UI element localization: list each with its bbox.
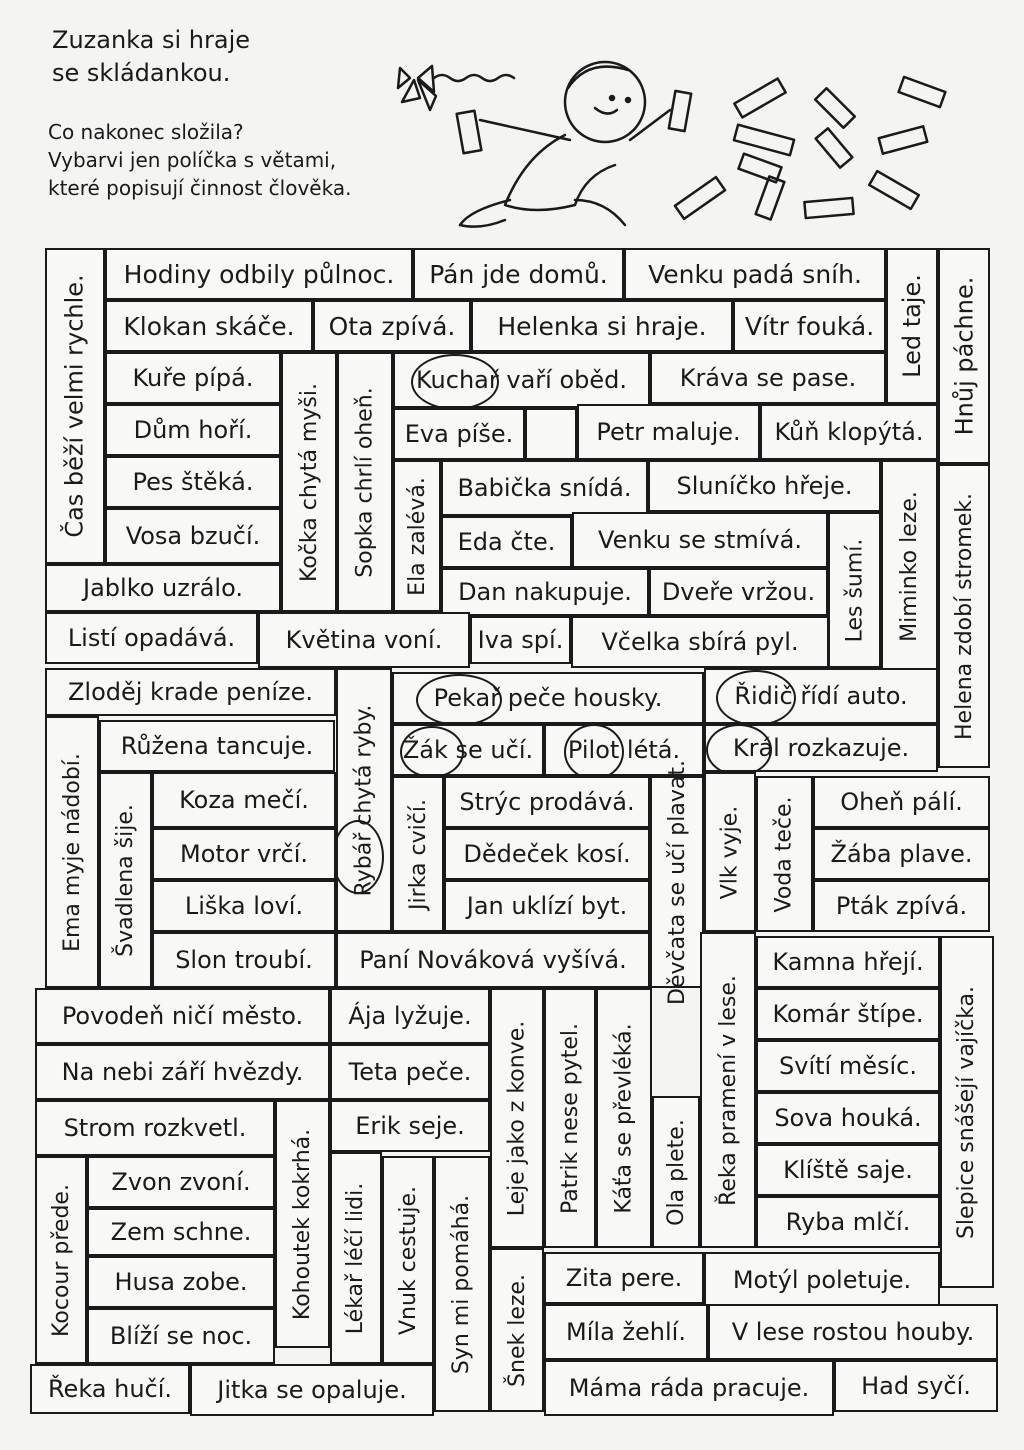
- puzzle-cell[interactable]: [756, 936, 940, 988]
- puzzle-cell-text: Oheň pálí.: [840, 788, 963, 816]
- puzzle-cell[interactable]: [313, 300, 471, 352]
- puzzle-cell[interactable]: [45, 564, 281, 612]
- puzzle-cell[interactable]: [649, 568, 828, 616]
- puzzle-cell[interactable]: [45, 248, 105, 564]
- puzzle-cell[interactable]: [99, 720, 335, 772]
- puzzle-cell[interactable]: [938, 464, 990, 768]
- hand-drawn-circle-icon: [706, 724, 772, 776]
- puzzle-cell-text: Kráva se pase.: [679, 364, 857, 392]
- puzzle-cell-text: Teta peče.: [348, 1058, 472, 1086]
- puzzle-cell-text: Jablko uzrálo.: [83, 574, 243, 602]
- puzzle-cell[interactable]: [648, 460, 881, 512]
- puzzle-cell-text: Kocour přede.: [48, 1183, 74, 1337]
- puzzle-cell-text: Hnůj páchne.: [950, 276, 978, 436]
- puzzle-cell[interactable]: [652, 1096, 700, 1248]
- puzzle-cell[interactable]: [828, 512, 881, 668]
- puzzle-cell-text: Kuře pípá.: [132, 364, 254, 392]
- puzzle-cell[interactable]: [336, 932, 650, 988]
- hand-drawn-circle-icon: [411, 354, 499, 410]
- puzzle-cell[interactable]: [813, 776, 990, 828]
- puzzle-cell[interactable]: [275, 1100, 330, 1348]
- puzzle-cell-text: Motor vrčí.: [179, 840, 308, 868]
- puzzle-cell[interactable]: [444, 776, 650, 828]
- puzzle-cell-text: Kůň klopýtá.: [774, 418, 924, 446]
- puzzle-cell-text: Povodeň ničí město.: [61, 1002, 304, 1030]
- puzzle-cell-text: Král rozkazuje.: [732, 734, 910, 762]
- puzzle-cell-text: Dveře vržou.: [661, 578, 816, 606]
- puzzle-cell-text: Leje jako z konve.: [504, 1020, 530, 1216]
- puzzle-cell[interactable]: [704, 1252, 940, 1308]
- puzzle-cell-text: Kamna hřejí.: [772, 948, 924, 976]
- title-line-2: se skládankou.: [52, 59, 231, 87]
- puzzle-cell-text: Děvčata se učí plavat.: [664, 759, 690, 1005]
- puzzle-cell[interactable]: [577, 404, 760, 460]
- puzzle-cell[interactable]: [471, 300, 733, 352]
- puzzle-cell-text: Zem schne.: [110, 1218, 252, 1246]
- title-line-1: Zuzanka si hraje: [52, 26, 250, 54]
- puzzle-cell[interactable]: [336, 668, 392, 932]
- puzzle-cell[interactable]: [87, 1156, 275, 1208]
- puzzle-cell[interactable]: [760, 404, 938, 460]
- puzzle-cell[interactable]: [881, 460, 938, 672]
- puzzle-cell-text: Jirka cvičí.: [405, 798, 431, 910]
- puzzle-cell-text: Máma ráda pracuje.: [568, 1374, 810, 1402]
- instruction-line-2: Vybarvi jen políčka s větami,: [48, 148, 337, 172]
- puzzle-cell-text: Pták zpívá.: [835, 892, 968, 920]
- puzzle-cell-text: Venku padá sníh.: [648, 259, 862, 289]
- puzzle-cell-text: Žába plave.: [830, 840, 973, 868]
- puzzle-cell-text: Voda teče.: [772, 795, 797, 913]
- puzzle-cell[interactable]: [441, 516, 572, 568]
- puzzle-cell-text: Šnek leze.: [504, 1273, 530, 1387]
- puzzle-cell-text: Vnuk cestuje.: [395, 1185, 421, 1335]
- puzzle-cell[interactable]: [756, 1040, 940, 1092]
- puzzle-cell[interactable]: [258, 612, 470, 668]
- puzzle-cell[interactable]: [572, 512, 828, 568]
- puzzle-cell[interactable]: [152, 828, 336, 880]
- puzzle-cell[interactable]: [756, 776, 813, 932]
- puzzle-cell-text: Lékař léčí lidi.: [343, 1182, 369, 1334]
- puzzle-cell[interactable]: [99, 772, 152, 988]
- puzzle-cell-text: Sluníčko hřeje.: [676, 472, 853, 500]
- puzzle-cell[interactable]: [940, 936, 994, 1288]
- puzzle-cell-text: Patrik nese pytel.: [557, 1022, 583, 1214]
- puzzle-cell-text: Ota zpívá.: [328, 311, 456, 341]
- puzzle-cell[interactable]: [35, 1100, 275, 1156]
- puzzle-cell[interactable]: [525, 408, 577, 460]
- puzzle-cell[interactable]: [650, 759, 704, 1005]
- puzzle-cell-text: Iva spí.: [477, 626, 564, 654]
- puzzle-cell-text: Káťa se převléká.: [611, 1022, 637, 1214]
- puzzle-cell[interactable]: [441, 568, 649, 616]
- puzzle-cell[interactable]: [330, 988, 490, 1044]
- puzzle-cell[interactable]: [105, 248, 413, 300]
- puzzle-cell-text: Paní Nováková vyšívá.: [359, 946, 627, 974]
- puzzle-cell-text: Kohoutek kokrhá.: [290, 1128, 316, 1320]
- puzzle-cell[interactable]: [105, 352, 281, 404]
- puzzle-cell-text: Vosa bzučí.: [125, 522, 261, 550]
- puzzle-cell[interactable]: [30, 1364, 190, 1414]
- puzzle-cell[interactable]: [330, 1044, 490, 1100]
- puzzle-cell-text: Liška loví.: [184, 892, 304, 920]
- puzzle-cell-text: Míla žehlí.: [566, 1318, 686, 1346]
- puzzle-cell[interactable]: [45, 716, 99, 988]
- puzzle-cell-text: Venku se stmívá.: [598, 526, 802, 554]
- puzzle-cell-text: Švadlena šije.: [113, 803, 138, 957]
- puzzle-cell[interactable]: [281, 352, 337, 612]
- puzzle-cell[interactable]: [330, 1100, 490, 1152]
- puzzle-cell[interactable]: [190, 1364, 434, 1416]
- puzzle-cell-text: V lese rostou houby.: [731, 1318, 975, 1346]
- puzzle-cell-text: Kuchař vaří oběd.: [416, 366, 627, 394]
- puzzle-cell-text: Řeka pramení v lese.: [715, 974, 741, 1206]
- hand-drawn-circle-icon: [332, 820, 384, 894]
- puzzle-cell-text: Pekař peče housky.: [433, 684, 663, 712]
- puzzle-cell[interactable]: [152, 880, 336, 932]
- puzzle-cell-text: Jitka se opaluje.: [217, 1376, 407, 1404]
- puzzle-cell-text: Husa zobe.: [114, 1268, 248, 1296]
- puzzle-cell-text: Babička snídá.: [457, 474, 632, 502]
- puzzle-cell-text: Dan nakupuje.: [458, 578, 632, 606]
- puzzle-cell[interactable]: [756, 1144, 940, 1196]
- puzzle-cell-text: Hodiny odbily půlnoc.: [123, 259, 395, 289]
- puzzle-cell-text: Dům hoří.: [133, 416, 253, 444]
- puzzle-cell[interactable]: [834, 1360, 998, 1412]
- puzzle-cell[interactable]: [813, 880, 990, 932]
- puzzle-cell[interactable]: [938, 248, 990, 464]
- puzzle-cell[interactable]: [382, 1156, 434, 1364]
- puzzle-cell-text: Jan uklízí byt.: [466, 892, 628, 920]
- puzzle-cell-text: Miminko leze.: [897, 490, 922, 642]
- puzzle-cell[interactable]: [441, 460, 648, 516]
- puzzle-cell[interactable]: [434, 1156, 490, 1412]
- puzzle-cell[interactable]: [708, 1304, 998, 1360]
- puzzle-cell-text: Helena zdobí stromek.: [951, 492, 977, 740]
- puzzle-cell[interactable]: [624, 248, 886, 300]
- puzzle-cell[interactable]: [35, 1044, 330, 1100]
- puzzle-cell-text: Rybář chytá ryby.: [351, 704, 377, 896]
- puzzle-cell-text: Zita pere.: [565, 1264, 683, 1292]
- puzzle-cell[interactable]: [105, 456, 281, 508]
- puzzle-cell-text: Vlk vyje.: [717, 805, 743, 899]
- puzzle-cell[interactable]: [393, 460, 441, 612]
- hand-drawn-circle-icon: [716, 670, 796, 726]
- hand-drawn-circle-icon: [564, 724, 624, 780]
- puzzle-cell-text: Ája lyžuje.: [348, 1002, 472, 1030]
- puzzle-cell[interactable]: [152, 932, 336, 988]
- instruction-line-1: Co nakonec složila?: [48, 120, 244, 144]
- puzzle-cell[interactable]: [813, 828, 990, 880]
- puzzle-cell-text: Ola plete.: [663, 1118, 689, 1226]
- hand-drawn-circle-icon: [416, 674, 502, 726]
- puzzle-cell[interactable]: [444, 828, 650, 880]
- puzzle-cell-text: Řidič řídí auto.: [734, 682, 908, 710]
- puzzle-cell[interactable]: [704, 772, 756, 932]
- puzzle-cell-text: Strýc prodává.: [459, 788, 635, 816]
- puzzle-cell[interactable]: [105, 508, 281, 564]
- puzzle-cell[interactable]: [756, 1092, 940, 1144]
- puzzle-cell-text: Pán jde domů.: [429, 259, 608, 289]
- puzzle-cell[interactable]: [544, 988, 596, 1248]
- puzzle-cell-text: Klíště saje.: [783, 1156, 913, 1184]
- puzzle-cell-text: Ryba mlčí.: [785, 1208, 911, 1236]
- puzzle-cell-text: Strom rozkvetl.: [63, 1114, 247, 1142]
- puzzle-cell[interactable]: [393, 352, 650, 408]
- puzzle-cell[interactable]: [392, 776, 444, 932]
- puzzle-cell-text: Žák se učí.: [402, 736, 534, 764]
- puzzle-cell-text: Eda čte.: [457, 528, 556, 556]
- puzzle-cell[interactable]: [330, 1152, 382, 1364]
- puzzle-cell-text: Zvon zvoní.: [111, 1168, 251, 1196]
- puzzle-cell-text: Slon troubí.: [175, 946, 313, 974]
- puzzle-cell[interactable]: [392, 672, 704, 724]
- puzzle-cell[interactable]: [571, 616, 829, 668]
- puzzle-cell-text: Čas běží velmi rychle.: [61, 274, 89, 538]
- puzzle-cell-text: Květina voní.: [285, 626, 443, 654]
- puzzle-cell-text: Dědeček kosí.: [463, 840, 631, 868]
- puzzle-cell-text: Včelka sbírá pyl.: [601, 628, 799, 656]
- puzzle-cell-text: Svítí měsíc.: [779, 1052, 917, 1080]
- puzzle-cell[interactable]: [105, 404, 281, 456]
- puzzle-cell-text: Sova houká.: [774, 1104, 922, 1132]
- puzzle-cell-text: Les šumí.: [842, 538, 867, 642]
- puzzle-cell[interactable]: [413, 248, 624, 300]
- puzzle-cell[interactable]: [650, 352, 886, 404]
- puzzle-cell[interactable]: [886, 248, 938, 404]
- puzzle-cell-text: Listí opadává.: [67, 624, 236, 652]
- puzzle-cell[interactable]: [733, 300, 886, 352]
- puzzle-cell[interactable]: [544, 1304, 708, 1360]
- puzzle-cell[interactable]: [87, 1256, 275, 1308]
- puzzle-cell-text: Růžena tancuje.: [120, 732, 314, 760]
- puzzle-cell[interactable]: [337, 352, 393, 612]
- puzzle-cell[interactable]: [756, 988, 940, 1040]
- puzzle-cell-text: Koza mečí.: [179, 786, 309, 814]
- puzzle-cell[interactable]: [392, 724, 544, 776]
- puzzle-cell-text: Klokan skáče.: [123, 311, 295, 341]
- puzzle-cell-text: Na nebi září hvězdy.: [61, 1058, 304, 1086]
- puzzle-cell-text: Led taje.: [898, 274, 927, 378]
- puzzle-cell[interactable]: [35, 1156, 87, 1364]
- puzzle-cell[interactable]: [490, 1248, 544, 1412]
- puzzle-cell[interactable]: [704, 724, 938, 772]
- puzzle-cell[interactable]: [700, 932, 756, 1248]
- puzzle-cell[interactable]: [45, 668, 336, 716]
- puzzle-cell-text: Slepice snášejí vajíčka.: [954, 985, 980, 1239]
- puzzle-cell[interactable]: [87, 1308, 275, 1364]
- puzzle-cell-text: Blíží se noc.: [109, 1322, 253, 1350]
- puzzle-cell-text: Erik seje.: [355, 1112, 465, 1140]
- puzzle-cell[interactable]: [45, 612, 258, 664]
- puzzle-cell-text: Syn mi pomáhá.: [449, 1194, 475, 1374]
- puzzle-cell[interactable]: [544, 1252, 704, 1304]
- hand-drawn-circle-icon: [400, 726, 464, 778]
- puzzle-cell-text: Helenka si hraje.: [497, 311, 707, 341]
- puzzle-cell-text: Komár štípe.: [772, 1000, 924, 1028]
- puzzle-cell[interactable]: [756, 1196, 940, 1248]
- puzzle-cell[interactable]: [490, 988, 544, 1248]
- puzzle-cell[interactable]: [470, 616, 571, 664]
- puzzle-cell[interactable]: [544, 1360, 834, 1416]
- puzzle-cell[interactable]: [596, 988, 652, 1248]
- puzzle-cell[interactable]: [35, 988, 330, 1044]
- puzzle-cell-text: Pes štěká.: [132, 468, 254, 496]
- puzzle-cell-text: Ela zalévá.: [404, 476, 430, 596]
- puzzle-cell[interactable]: [105, 300, 313, 352]
- puzzle-cell-text: Sopka chrlí oheň.: [352, 386, 378, 578]
- puzzle-cell-text: Had syčí.: [861, 1372, 971, 1400]
- puzzle-cell-text: Řeka hučí.: [47, 1375, 173, 1403]
- puzzle-cell-text: Petr maluje.: [596, 418, 741, 446]
- puzzle-cell-text: Kočka chytá myši.: [296, 382, 322, 582]
- puzzle-cell[interactable]: [393, 408, 525, 460]
- puzzle-cell-text: Motýl poletuje.: [732, 1266, 912, 1294]
- puzzle-cell[interactable]: [444, 880, 650, 932]
- puzzle-cell[interactable]: [87, 1208, 275, 1256]
- puzzle-cell-text: Zloděj krade peníze.: [67, 678, 314, 706]
- puzzle-cell-text: Pilot létá.: [567, 736, 681, 764]
- puzzle-cell-text: Ema myje nádobí.: [59, 752, 85, 952]
- puzzle-cell[interactable]: [152, 772, 336, 828]
- puzzle-cell-text: Vítr fouká.: [744, 311, 875, 341]
- instruction-line-3: které popisují činnost člověka.: [48, 176, 352, 200]
- puzzle-cell[interactable]: [704, 668, 938, 724]
- puzzle-cell-text: Eva píše.: [404, 420, 514, 448]
